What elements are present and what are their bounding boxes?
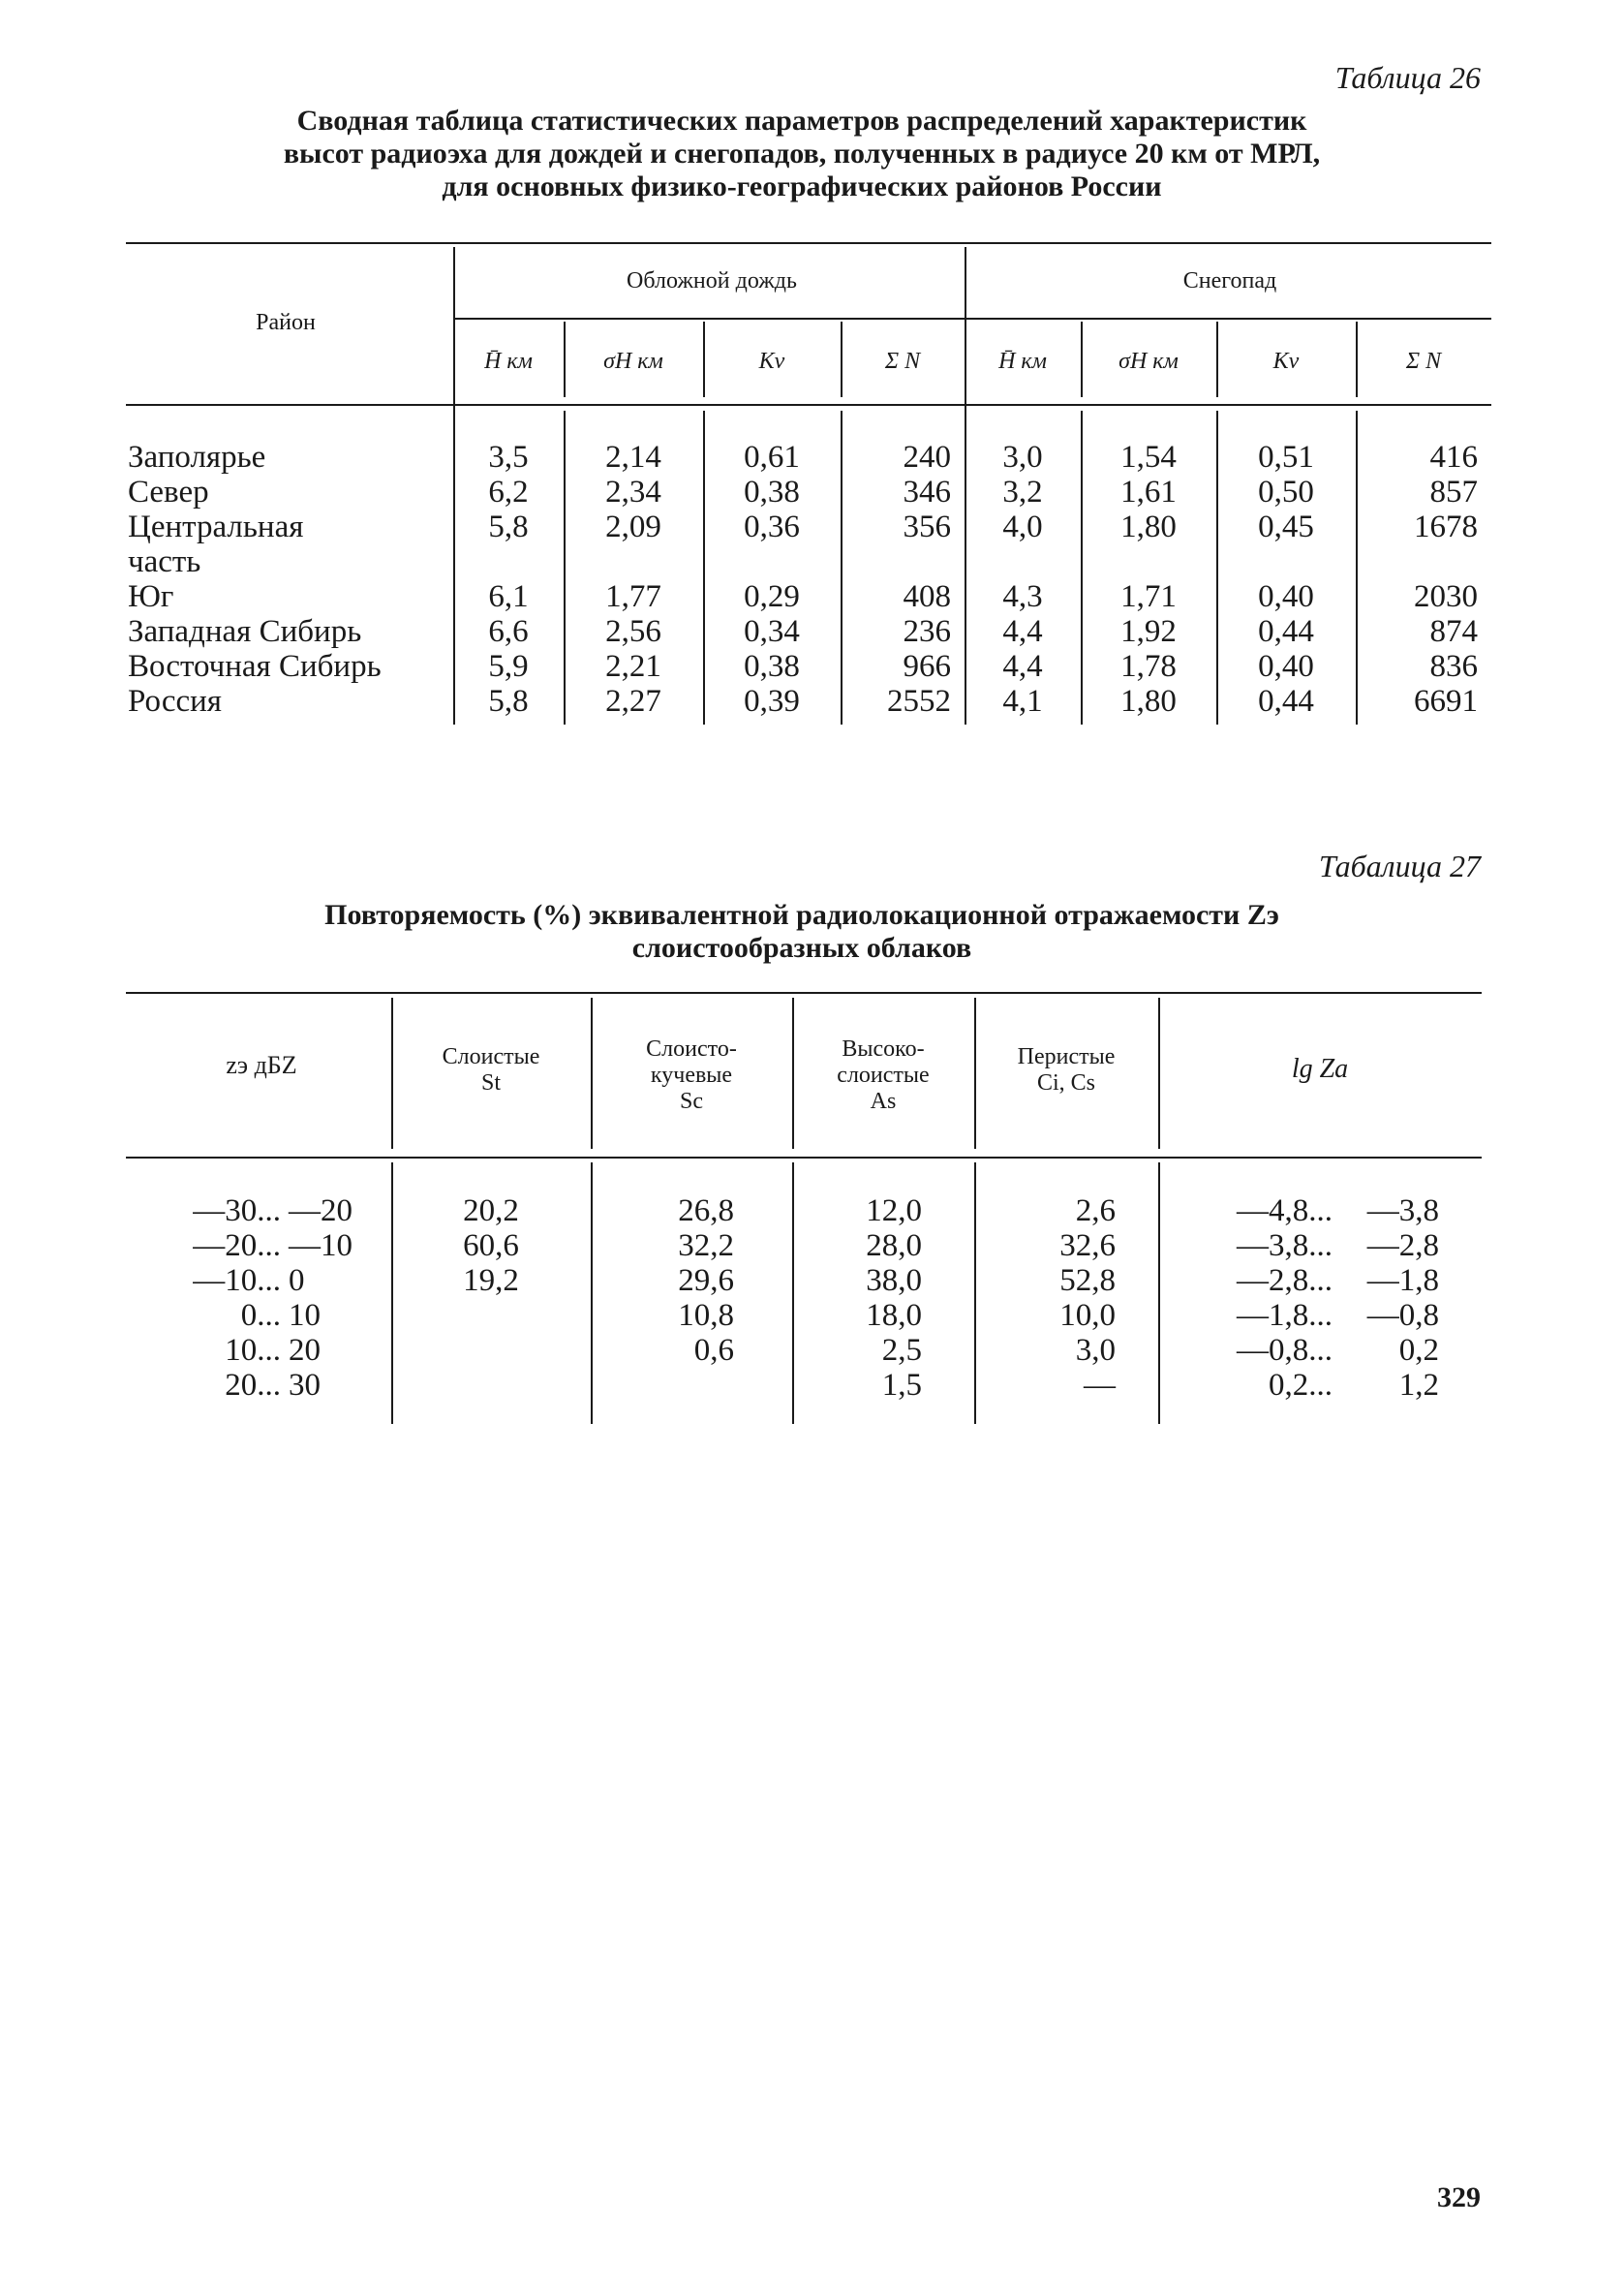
table26-value-cell: 0,29 <box>744 579 800 614</box>
table27-st-cell: 19,2 <box>463 1263 519 1298</box>
table26-value-cell: 0,40 <box>1258 649 1314 684</box>
table27-range-start: —20... <box>193 1228 281 1263</box>
table26-value-cell: 3,5 <box>488 440 529 475</box>
table26-value-cell: 2,27 <box>605 684 661 719</box>
table26-value-cell: 416 <box>1429 440 1478 475</box>
table27-ci-header-line: Перистые <box>1017 1044 1116 1069</box>
table27-st-cell: 20,2 <box>463 1193 519 1228</box>
table27-ci-header-line: Ci, Cs <box>1036 1070 1096 1096</box>
table26-col-header: Kv <box>1272 349 1300 374</box>
table26-value-cell: 4,0 <box>1002 510 1043 544</box>
table27-as-cell: 12,0 <box>866 1193 922 1228</box>
table27-vrule <box>974 998 976 1149</box>
table27-as-cell: 38,0 <box>866 1263 922 1298</box>
table26-value-cell: 0,34 <box>744 614 800 649</box>
table26-title-line: для основных физико-географических районов России <box>442 170 1162 202</box>
table26-value-cell: 0,38 <box>744 649 800 684</box>
table26-value-cell: 836 <box>1429 649 1478 684</box>
table27-as-cell: 28,0 <box>866 1228 922 1263</box>
table27-range-start: 20... <box>225 1368 281 1403</box>
table27-lg-start: —2,8... <box>1237 1263 1333 1298</box>
table26-value-cell: 0,39 <box>744 684 800 719</box>
table27-st-cell: 60,6 <box>463 1228 519 1263</box>
table27-range-end: 20 <box>289 1333 321 1368</box>
table27-range-start: 10... <box>225 1333 281 1368</box>
table26-region-name: Юг <box>128 579 174 614</box>
table27-lg-end: —3,8 <box>1366 1193 1439 1228</box>
table26-value-cell: 4,4 <box>1002 649 1043 684</box>
table27-label: Табалица 27 <box>1318 849 1481 883</box>
table27-range-end: 30 <box>289 1368 321 1403</box>
table26-value-cell: 1,92 <box>1120 614 1177 649</box>
table27-sc-header <box>591 1036 792 1115</box>
table27-range-end: —10 <box>289 1228 352 1263</box>
table27-st-header-line: St <box>480 1070 501 1096</box>
table27-as-header-line: As <box>870 1089 897 1114</box>
table26-value-cell: 6,1 <box>488 579 529 614</box>
table27-ci-cell: 32,6 <box>1059 1228 1116 1263</box>
table26-value-cell: 2,09 <box>605 510 661 544</box>
table26-value-cell: 5,8 <box>488 510 529 544</box>
table26-title-line: высот радиоэха для дождей и снегопадов, полученных в радиусе 20 км от МРЛ, <box>283 138 1321 170</box>
table26-value-cell: 2,56 <box>605 614 661 649</box>
table27-lg-end: —1,8 <box>1366 1263 1439 1298</box>
table27-as-header-line: слоистые <box>837 1063 930 1088</box>
table27-sc-cell: 10,8 <box>678 1298 734 1333</box>
table26-region-name: Восточная Сибирь <box>128 649 382 684</box>
table27-ci-cell: 10,0 <box>1059 1298 1116 1333</box>
table27-lg-end: 1,2 <box>1398 1368 1439 1403</box>
table27-as-header-line: Высоко- <box>842 1036 925 1062</box>
table27-vrule <box>591 998 593 1149</box>
table27-as-cell: 18,0 <box>866 1298 922 1333</box>
table26-value-cell: 0,38 <box>744 475 800 510</box>
table26-value-cell: 6,6 <box>488 614 529 649</box>
table26-value-cell: 240 <box>903 440 951 475</box>
table27-sc-header-line: Слоисто- <box>646 1036 737 1062</box>
table26-value-cell: 966 <box>903 649 951 684</box>
table26-value-cell: 1,54 <box>1120 440 1177 475</box>
table26-value-cell: 857 <box>1429 475 1478 510</box>
table26-value-cell: 0,36 <box>744 510 800 544</box>
table26-top-rule <box>126 242 1491 244</box>
table27-z-header: zэ дБZ <box>226 1051 297 1079</box>
table26-value-cell: 1,77 <box>605 579 661 614</box>
table27-top-rule <box>126 992 1482 994</box>
table27-lgz-header: lg Zа <box>1291 1054 1349 1084</box>
table26-col-header: σH км <box>603 349 663 374</box>
table26-value-cell: 2,34 <box>605 475 661 510</box>
table26-region-name: Север <box>128 475 209 510</box>
table27-st-header-line: Слоистые <box>442 1044 540 1069</box>
table27-range-end: 0 <box>289 1263 305 1298</box>
table26-value-cell: 3,0 <box>1002 440 1043 475</box>
table26-rain-group-header: Обложной дождь <box>627 268 797 294</box>
table26-value-cell: 0,44 <box>1258 684 1314 719</box>
table27-sc-cell: 0,6 <box>693 1333 734 1368</box>
table26-value-cell: 4,3 <box>1002 579 1043 614</box>
table26-title-line: Сводная таблица статистических параметров распределений характеристик <box>296 105 1307 137</box>
table26-region-name: Заполярье <box>128 440 266 475</box>
table26-value-cell: 1,61 <box>1120 475 1177 510</box>
table26-value-cell: 4,1 <box>1002 684 1043 719</box>
table26-title <box>114 105 1489 203</box>
table26-value-cell: 346 <box>903 475 951 510</box>
table26-label: Таблица 26 <box>1334 60 1481 95</box>
table27-range-end: 10 <box>289 1298 321 1333</box>
table26-value-cell: 1678 <box>1414 510 1478 544</box>
table26-value-cell: 0,51 <box>1258 440 1314 475</box>
table26-value-cell: 408 <box>903 579 951 614</box>
table26-value-cell: 1,80 <box>1120 684 1177 719</box>
table27-range-start: 0... <box>240 1298 281 1333</box>
table26-col-header: Σ N <box>884 349 921 374</box>
table26-col-header: Kv <box>758 349 785 374</box>
table27-sc-cell: 26,8 <box>678 1193 734 1228</box>
table26-value-cell: 236 <box>903 614 951 649</box>
table26-header-rule <box>126 404 1491 406</box>
table26-value-cell: 5,8 <box>488 684 529 719</box>
table27-lg-end: —0,8 <box>1366 1298 1439 1333</box>
table27-ci-cell: — <box>1084 1368 1116 1403</box>
table26-col-header: Σ N <box>1405 349 1442 374</box>
table27-lg-start: —0,8... <box>1237 1333 1333 1368</box>
table26-group-rule <box>453 318 1491 320</box>
table27-lg-start: —1,8... <box>1237 1298 1333 1333</box>
table26-region-name: Западная Сибирь <box>128 614 362 649</box>
table27-title-line: слоистообразных облаков <box>631 932 972 964</box>
table27-as-header <box>792 1036 974 1115</box>
table26-value-cell: 0,50 <box>1258 475 1314 510</box>
table26-snow-group-header: Снегопад <box>1182 268 1277 294</box>
table27-sc-cell: 32,2 <box>678 1228 734 1263</box>
table27-st-header <box>391 1044 591 1097</box>
table26-value-cell: 4,4 <box>1002 614 1043 649</box>
table27-ci-header <box>974 1044 1158 1097</box>
table26-value-cell: 0,44 <box>1258 614 1314 649</box>
table26-region-name: Центральная <box>128 510 304 544</box>
table27-vrule <box>792 998 794 1149</box>
table27-title-line: Повторяемость (%) эквивалентной радиолокационной отражаемости Zэ <box>324 899 1279 931</box>
table26-region-name: Россия <box>128 684 222 719</box>
table27-vrule <box>391 998 393 1149</box>
table26-region-name-cont: часть <box>128 544 201 579</box>
table27-sc-header-line: Sc <box>680 1089 703 1114</box>
table27-lg-start: —3,8... <box>1237 1228 1333 1263</box>
table26-value-cell: 2552 <box>887 684 951 719</box>
table27-title <box>114 899 1489 965</box>
table26-value-cell: 3,2 <box>1002 475 1043 510</box>
table26-value-cell: 0,45 <box>1258 510 1314 544</box>
table27-sc-header-line: кучевые <box>650 1063 733 1088</box>
table26-value-cell: 2,21 <box>605 649 661 684</box>
table27-ci-cell: 3,0 <box>1075 1333 1116 1368</box>
table26-col-header: H̄ км <box>484 349 533 374</box>
table27-vrule <box>1158 998 1160 1149</box>
table27-header-rule <box>126 1157 1482 1159</box>
table27-lg-end: 0,2 <box>1398 1333 1439 1368</box>
table26-value-cell: 874 <box>1429 614 1478 649</box>
table27-ci-cell: 52,8 <box>1059 1263 1116 1298</box>
table27-range-start: —10... <box>193 1263 281 1298</box>
table27-as-cell: 1,5 <box>881 1368 922 1403</box>
table26-col-header: σH км <box>1118 349 1179 374</box>
table26-region-header: Район <box>256 310 316 335</box>
table26-value-cell: 0,40 <box>1258 579 1314 614</box>
table26-col-header: H̄ км <box>998 349 1047 374</box>
table27-vrule <box>1158 1162 1160 1424</box>
table26-value-cell: 5,9 <box>488 649 529 684</box>
table26-value-cell: 356 <box>903 510 951 544</box>
table26-value-cell: 2030 <box>1414 579 1478 614</box>
table26-value-cell: 2,14 <box>605 440 661 475</box>
table26-value-cell: 0,61 <box>744 440 800 475</box>
table27-lg-start: —4,8... <box>1237 1193 1333 1228</box>
table26-value-cell: 6,2 <box>488 475 529 510</box>
table27-lg-end: —2,8 <box>1366 1228 1439 1263</box>
table27-range-start: —30... <box>193 1193 281 1228</box>
table26-value-cell: 1,80 <box>1120 510 1177 544</box>
table27-as-cell: 2,5 <box>881 1333 922 1368</box>
table26-value-cell: 6691 <box>1414 684 1478 719</box>
table27-ci-cell: 2,6 <box>1075 1193 1116 1228</box>
table26-value-cell: 1,71 <box>1120 579 1177 614</box>
table27-range-end: —20 <box>289 1193 352 1228</box>
table27-sc-cell: 29,6 <box>678 1263 734 1298</box>
table27-lg-start: 0,2... <box>1269 1368 1333 1403</box>
table26-value-cell: 1,78 <box>1120 649 1177 684</box>
page-number: 329 <box>1437 2181 1481 2213</box>
